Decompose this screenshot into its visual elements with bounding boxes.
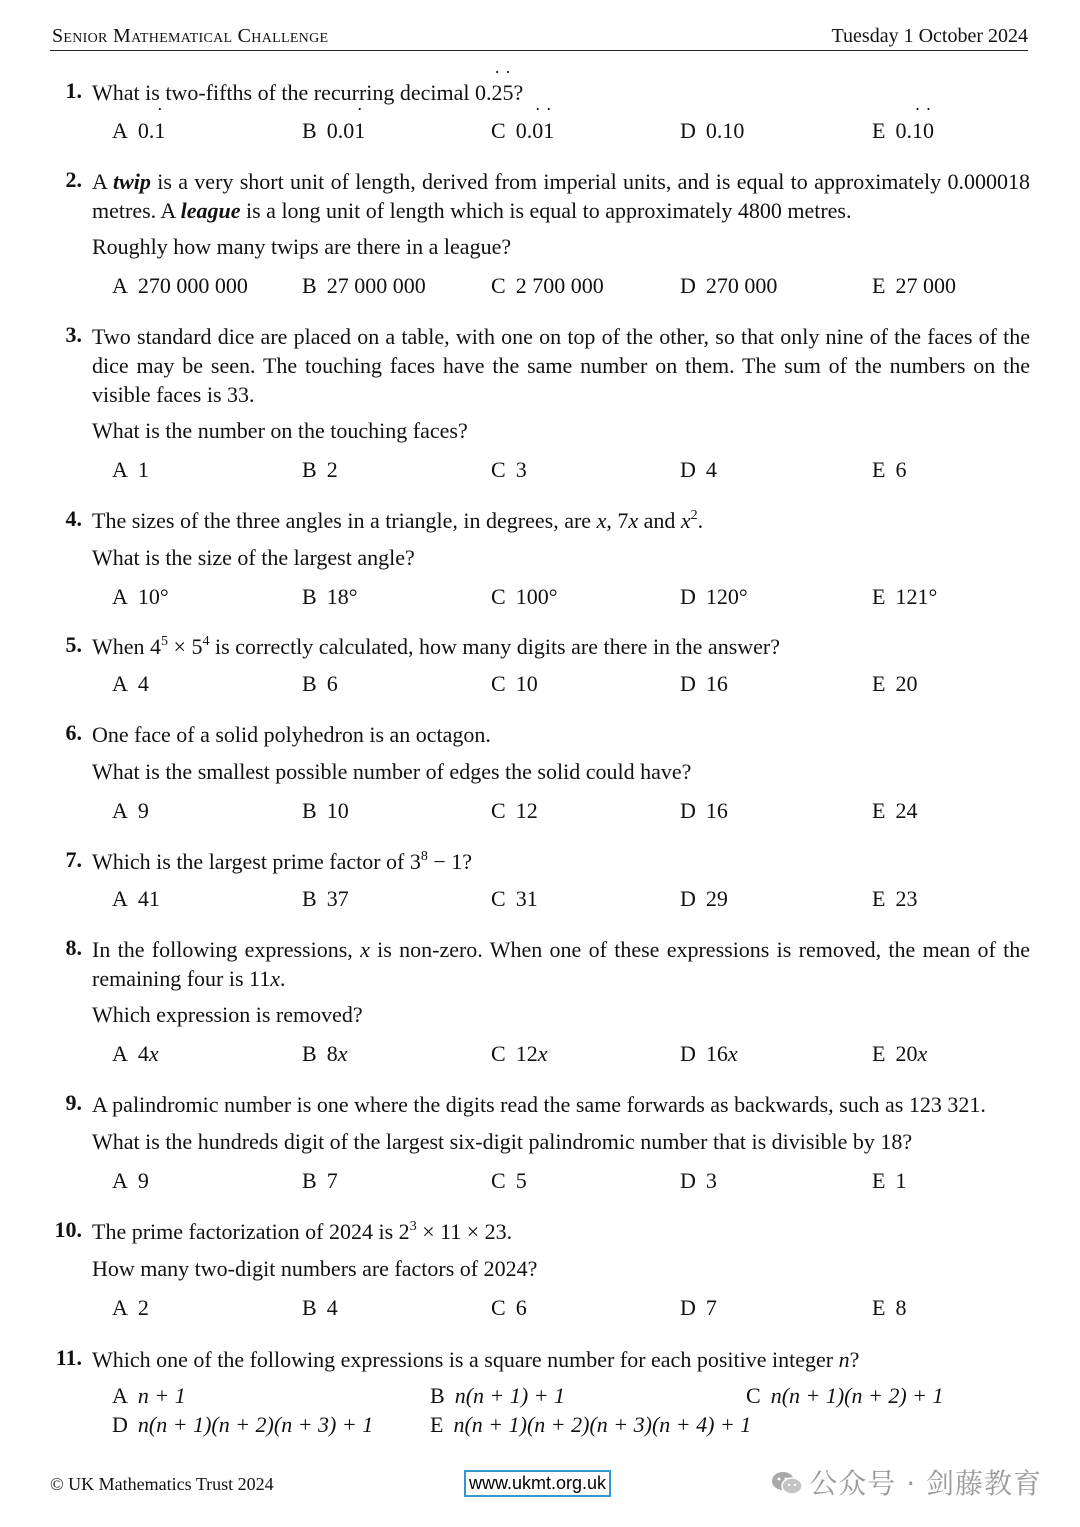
option-a[interactable]: A 270 000 000 — [112, 273, 248, 298]
question-text: Which one of the following expressions is a square number for each positive integer n? — [92, 1347, 860, 1372]
option-b[interactable]: B 6 — [302, 671, 338, 696]
option-b[interactable]: B 8x — [302, 1041, 348, 1066]
option-a[interactable]: A 1 — [112, 457, 149, 482]
question-number: 11. — [55, 1345, 82, 1370]
question-text: What is two-fifths of the recurring decimal 0.2 ˙5 ˙? — [92, 78, 1030, 107]
copyright: © UK Mathematics Trust 2024 — [50, 1474, 274, 1494]
option-c[interactable]: C 100° — [491, 584, 558, 609]
question-text: A palindromic number is one where the digits read the same forwards as backwards, such as 123 321. — [92, 1092, 986, 1117]
option-d[interactable]: D 29 — [680, 886, 728, 911]
question-number: 8. — [65, 935, 82, 960]
question-text: The sizes of the three angles in a triangle, in degrees, are x, 7x and $x^2$. — [92, 508, 704, 533]
question-text: When $4^5 \times 5^4$ is correctly calculated, how many digits are there in the answer? — [92, 634, 781, 659]
question-prompt: Roughly how many twips are there in a league? — [92, 234, 512, 259]
question-number: 2. — [65, 167, 82, 192]
option-a[interactable]: A 0.1 ˙ — [112, 118, 165, 144]
question-text: The prime factorization of 2024 is $2^3 \times 11 \times 23$. — [92, 1219, 513, 1244]
question-text: In the following expressions, x is non-zero. When one of these expressions is removed, the mean of the remaining four is 11x. — [92, 937, 1031, 991]
header-title: Senior Mathematical Challenge — [52, 25, 329, 47]
question-number: 1. — [65, 78, 82, 103]
option-b[interactable]: B 4 — [302, 1295, 338, 1320]
answer-options — [112, 1041, 1030, 1071]
question-prompt: What is the smallest possible number of edges the solid could have? — [92, 759, 692, 784]
option-d[interactable]: D 120° — [680, 584, 748, 609]
question-number: 3. — [65, 322, 82, 347]
question-number: 7. — [65, 847, 82, 872]
option-d[interactable]: D n(n + 1)(n + 2)(n + 3) + 1 — [112, 1412, 374, 1437]
option-e[interactable]: E n(n + 1)(n + 2)(n + 3)(n + 4) + 1 — [430, 1412, 752, 1437]
option-a[interactable]: A 9 — [112, 798, 149, 823]
option-c[interactable]: C 10 — [491, 671, 538, 696]
question-number: 9. — [65, 1090, 82, 1115]
option-c[interactable]: C 5 — [491, 1168, 527, 1193]
option-c[interactable]: C n(n + 1)(n + 2) + 1 — [746, 1383, 944, 1408]
question-text: A twip is a very short unit of length, derived from imperial units, and is equal to approximately 0.000018 metres. A league is a long unit of length which is equal to approximately 4800 metres. — [92, 169, 1030, 223]
option-c[interactable]: C 6 — [491, 1295, 527, 1320]
question-prompt: What is the hundreds digit of the largest six-digit palindromic number that is divisible by 18? — [92, 1129, 913, 1154]
question-text: Two standard dice are placed on a table, with one on top of the other, so that only nine of the faces of the dice may be seen. The touching faces have the same number on them. The sum of the numbers on the visible faces is 33. — [92, 324, 1030, 407]
question-prompt: How many two-digit numbers are factors of 2024? — [92, 1256, 538, 1281]
option-e[interactable]: E 8 — [872, 1295, 907, 1320]
option-a[interactable]: A 4x — [112, 1041, 159, 1066]
page-header — [50, 22, 1028, 51]
option-a[interactable]: A 10° — [112, 584, 169, 609]
option-b[interactable]: B n(n + 1) + 1 — [430, 1383, 566, 1408]
watermark-text: 公众号 · 剑藤教育 — [809, 1467, 1042, 1500]
answer-options — [112, 671, 1030, 701]
answer-options — [112, 886, 1030, 916]
answer-options — [112, 1383, 1030, 1437]
option-e[interactable]: E 23 — [872, 886, 918, 911]
question-prompt: Which expression is removed? — [92, 1002, 363, 1027]
option-a[interactable]: A 2 — [112, 1295, 149, 1320]
option-c[interactable]: C 12x — [491, 1041, 548, 1066]
option-a[interactable]: A n + 1 — [112, 1383, 186, 1408]
option-c[interactable]: C 2 700 000 — [491, 273, 604, 298]
answer-options — [112, 584, 1030, 614]
option-b[interactable]: B 10 — [302, 798, 349, 823]
question-prompt: What is the size of the largest angle? — [92, 545, 415, 570]
option-e[interactable]: E 121° — [872, 584, 938, 609]
option-e[interactable]: E 27 000 — [872, 273, 956, 298]
option-e[interactable]: E 24 — [872, 798, 918, 823]
watermark — [771, 1462, 1042, 1502]
option-e[interactable]: E 0.1 ˙0 ˙ — [872, 118, 934, 144]
answer-options — [112, 118, 1030, 148]
option-b[interactable]: B 7 — [302, 1168, 338, 1193]
option-b[interactable]: B 2 — [302, 457, 338, 482]
option-b[interactable]: B 0.01 ˙ — [302, 118, 365, 144]
option-a[interactable]: A 4 — [112, 671, 149, 696]
answer-options — [112, 1295, 1030, 1325]
option-c[interactable]: C 12 — [491, 798, 538, 823]
wechat-icon — [771, 1470, 803, 1496]
answer-options — [112, 457, 1030, 487]
answer-options — [112, 1168, 1030, 1198]
option-b[interactable]: B 37 — [302, 886, 349, 911]
option-d[interactable]: D 7 — [680, 1295, 717, 1320]
question-number: 5. — [65, 632, 82, 657]
option-c[interactable]: C 3 — [491, 457, 527, 482]
header-date: Tuesday 1 October 2024 — [831, 25, 1028, 47]
option-d[interactable]: D 16 — [680, 671, 728, 696]
option-e[interactable]: E 20x — [872, 1041, 928, 1066]
option-e[interactable]: E 1 — [872, 1168, 907, 1193]
question-prompt: What is the number on the touching faces? — [92, 418, 468, 443]
option-e[interactable]: E 20 — [872, 671, 918, 696]
question-text: One face of a solid polyhedron is an octagon. — [92, 722, 491, 747]
option-d[interactable]: D 16 — [680, 798, 728, 823]
option-e[interactable]: E 6 — [872, 457, 907, 482]
answer-options — [112, 273, 1030, 303]
question-text: Which is the largest prime factor of $3^8 - 1$? — [92, 849, 473, 874]
option-b[interactable]: B 18° — [302, 584, 358, 609]
option-b[interactable]: B 27 000 000 — [302, 273, 426, 298]
option-c[interactable]: C 0.0 ˙1 ˙ — [491, 118, 554, 144]
option-a[interactable]: A 41 — [112, 886, 160, 911]
option-d[interactable]: D 4 — [680, 457, 717, 482]
question-number: 6. — [65, 720, 82, 745]
option-d[interactable]: D 270 000 — [680, 273, 778, 298]
option-d[interactable]: D 0.10 — [680, 118, 745, 143]
option-d[interactable]: D 16x — [680, 1041, 738, 1066]
question-number: 4. — [65, 506, 82, 531]
option-d[interactable]: D 3 — [680, 1168, 717, 1193]
website-link[interactable]: www.ukmt.org.uk — [464, 1470, 611, 1497]
option-c[interactable]: C 31 — [491, 886, 538, 911]
option-a[interactable]: A 9 — [112, 1168, 149, 1193]
answer-options — [112, 798, 1030, 828]
question-number: 10. — [54, 1217, 82, 1242]
